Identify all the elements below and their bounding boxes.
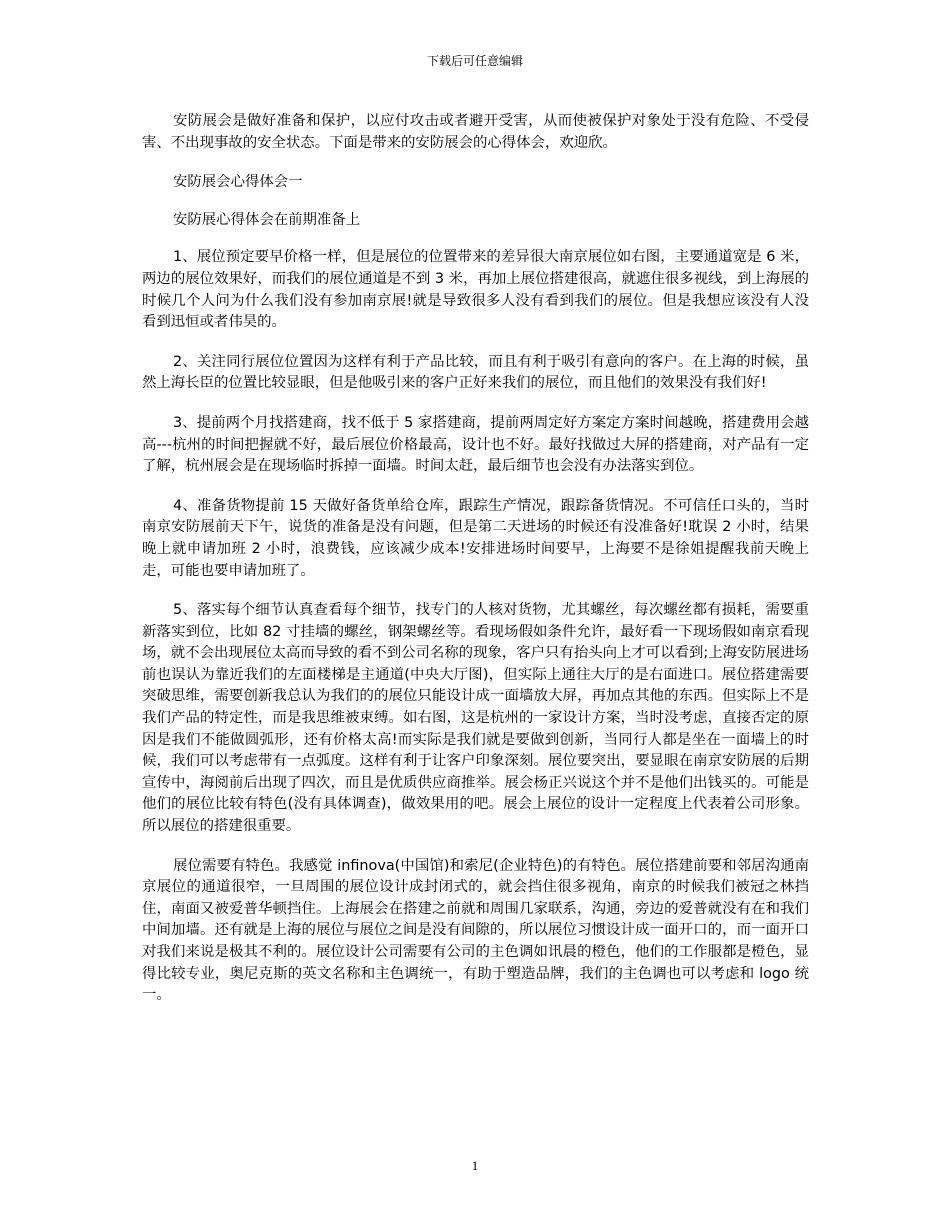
paragraph-item-1: 1、展位预定要早价格一样，但是展位的位置带来的差异很大南京展位如右图，主要通道宽是 6 米，两边的展位效果好，而我们的展位通道是不到 3 米，再加上展位搭建很高，就遮住很多视线，到上海展的时候几个人问为什么我们没有参加南京展!就是导致很多人没有看到我们的展位。但是我想应该没有人没看到迅恒或者伟昊的。	[142, 249, 809, 331]
section-title: 安防展会心得体会一	[173, 174, 303, 191]
subsection-title: 安防展心得体会在前期准备上	[173, 211, 361, 228]
paragraph-item-5: 5、落实每个细节认真查看每个细节，找专门的人核对货物，尤其螺丝，每次螺丝都有损耗，需要重新落实到位，比如 82 寸挂墙的螺丝，钢架螺丝等。看现场假如条件允许，最好看一下现场假如南京看现场，就不会出现展位太高而导致的看不到公司名称的现象，客户只有抬头向上才可以看到;上海安防展进场前也误认为靠近我们的左面楼梯是主通道(中央大厅图)，但实际上通往大厅的是右面进口。展位搭建需要突破思维，需要创新我总认为我们的的展位只能设计成一面墙放大屏，再加点其他的东西。但实际上不是我们产品的特定性，而是我思维被束缚。如右图，这是杭州的一家设计方案，当时没考虑，直接否定的原因是我们不能做圆弧形，还有价格太高!而实际是我们就是要做到创新，当同行人都是坐在一面墙上的时候，我们可以考虑带有一点弧度。这样有利于让客户印象深刻。展位要突出，要显眼在南京安防展的后期宣传中，海阅前后出现了四次，而且是优质供应商推举。展会杨正兴说这个并不是他们出钱买的。可能是他们的展位比较有特色(没有具体调查)，做效果用的吧。展会上展位的设计一定程度上代表着公司形象。所以展位的搭建很重要。	[142, 602, 809, 835]
page-number: 1	[471, 1158, 479, 1173]
paragraph-booth-features: 展位需要有特色。我感觉 infinova(中国馆)和索尼(企业特色)的有特色。展位搭建前要和邻居沟通南京展位的通道很窄，一旦周围的展位设计成封闭式的，就会挡住很多视角，南京的时候我们被冠之林挡住，南面又被爱普华顿挡住。上海展会在搭建之前就和周围几家联系，沟通，旁边的爱普就没有在和我们中间加墙。还有就是上海的展位与展位之间是没有间隙的，所以展位习惯设计成一面开口的，而一面开口对我们来说是极其不利的。展位设计公司需要有公司的主色调如讯晨的橙色，他们的工作服都是橙色，显得比较专业，奥尼克斯的英文名称和主色调统一，有助于塑造品牌，我们的主色调也可以考虑和 logo 统一。	[142, 857, 809, 1004]
paragraph-item-3: 3、提前两个月找搭建商，找不低于 5 家搭建商，提前两周定好方案定方案时间越晚，搭建费用会越高---杭州的时间把握就不好，最后展位价格最高，设计也不好。最好找做过大屏的搭建商，对产品有一定了解，杭州展会是在现场临时拆掉一面墙。时间太赶，最后细节也会没有办法落实到位。	[142, 414, 809, 475]
intro-paragraph: 安防展会是做好准备和保护，以应付攻击或者避开受害，从而使被保护对象处于没有危险、不受侵害、不出现事故的安全状态。下面是带来的安防展会的心得体会，欢迎欣。	[142, 113, 809, 151]
paragraph-item-4: 4、准备货物提前 15 天做好备货单给仓库，跟踪生产情况，跟踪备货情况。不可信任口头的，当时南京安防展前天下午，说货的准备是没有问题，但是第二天进场的时候还有没准备好!耽误 2 小时，结果晚上就申请加班 2 小时，浪费钱，应该减少成本!安排进场时间要早，上海要不是徐姐提醒我前天晚上走，可能也要申请加班了。	[142, 497, 809, 579]
paragraph-item-2: 2、关注同行展位位置因为这样有利于产品比较，而且有利于吸引有意向的客户。在上海的时候，虽然上海长臣的位置比较显眼，但是他吸引来的客户正好来我们的展位，而且他们的效果没有我们好!	[142, 353, 809, 392]
page-header: 下载后可任意编辑	[426, 54, 523, 68]
document-body	[142, 111, 809, 1025]
